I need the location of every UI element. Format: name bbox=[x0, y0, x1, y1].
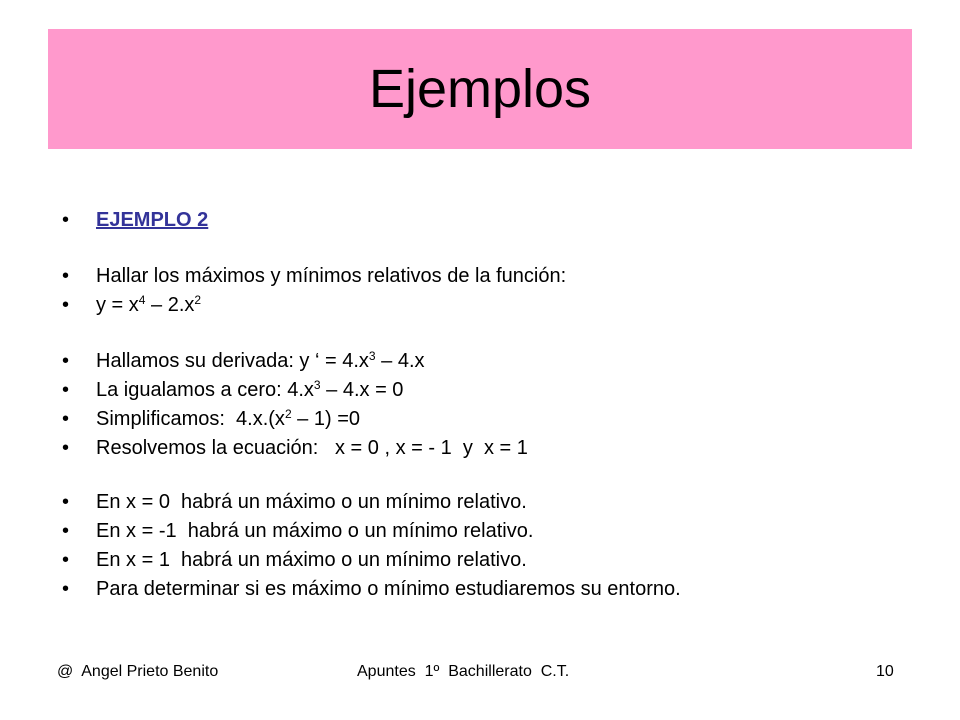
bullet-icon: • bbox=[62, 408, 70, 430]
list-item-determinar bbox=[62, 577, 940, 673]
bullet-icon: • bbox=[62, 549, 70, 571]
exponent: 2 bbox=[284, 407, 292, 421]
slide-title: Ejemplos bbox=[368, 59, 592, 119]
equation-text: – 1) =0 bbox=[291, 408, 361, 430]
equation-text: – 4.x = 0 bbox=[320, 379, 404, 401]
exponent: 3 bbox=[313, 378, 321, 392]
list-item-text: En x = 1 habrá un máximo o un mínimo relativo. bbox=[96, 549, 527, 571]
list-item-text: Hallar los máximos y mínimos relativos de la función: bbox=[96, 265, 567, 287]
bullet-icon: • bbox=[62, 209, 70, 231]
equation-text: – 4.x bbox=[375, 350, 425, 372]
bullet-icon: • bbox=[62, 437, 70, 459]
equation-text: y = x bbox=[96, 294, 139, 316]
bullet-icon: • bbox=[62, 350, 70, 372]
footer-course: Apuntes 1º Bachillerato C.T. bbox=[357, 663, 570, 680]
equation-text: – 2.x bbox=[145, 294, 195, 316]
example-link[interactable]: EJEMPLO 2 bbox=[96, 209, 209, 231]
list-item-text: Resolvemos la ecuación: x = 0 , x = - 1 y x = 1 bbox=[96, 437, 528, 459]
exponent: 2 bbox=[194, 293, 202, 307]
list-item-text: Para determinar si es máximo o mínimo estudiaremos su entorno. bbox=[96, 578, 681, 600]
exponent: 3 bbox=[368, 349, 376, 363]
equation-text: La igualamos a cero: 4.x bbox=[96, 379, 314, 401]
exponent: 4 bbox=[138, 293, 146, 307]
list-item-text: En x = 0 habrá un máximo o un mínimo relativo. bbox=[96, 491, 527, 513]
equation-text: Simplificamos: 4.x.(x bbox=[96, 408, 285, 430]
bullet-icon: • bbox=[62, 578, 70, 600]
list-item-text: En x = -1 habrá un máximo o un mínimo relativo. bbox=[96, 520, 534, 542]
equation-text: Hallamos su derivada: y ‘ = 4.x bbox=[96, 350, 369, 372]
footer-page-number: 10 bbox=[876, 663, 894, 680]
derivative-equation bbox=[96, 349, 425, 373]
footer-author: @ Angel Prieto Benito bbox=[57, 663, 219, 680]
function-equation bbox=[96, 293, 201, 317]
bullet-icon: • bbox=[62, 520, 70, 542]
bullet-icon: • bbox=[62, 379, 70, 401]
title-banner bbox=[48, 29, 912, 149]
bullet-icon: • bbox=[62, 265, 70, 287]
simplified-equation bbox=[96, 407, 360, 431]
equation-zero bbox=[96, 378, 403, 402]
bullet-icon: • bbox=[62, 294, 70, 316]
bullet-icon: • bbox=[62, 491, 70, 513]
